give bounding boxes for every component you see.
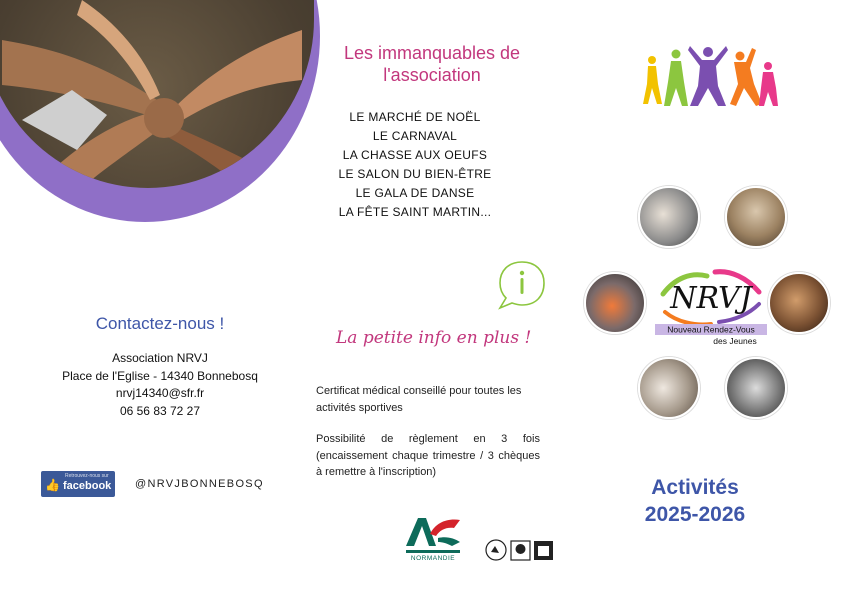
hands-photo-frame: [0, 0, 320, 222]
event-item: LA FÊTE SAINT MARTIN...: [338, 205, 492, 219]
dancers-illustration: [640, 44, 780, 108]
facebook-handle[interactable]: @NRVJBONNEBOSQ: [135, 478, 264, 490]
sponsor-name: NORMANDIE: [410, 555, 456, 562]
event-item: LA CHASSE AUX OEUFS: [342, 148, 488, 162]
contact-phone[interactable]: 06 56 83 72 27: [119, 403, 201, 418]
contact-address: Place de l'Eglise - 14340 Bonnebosq: [62, 368, 258, 383]
activities-title: [620, 474, 770, 528]
contact-details: [40, 350, 280, 420]
activity-photo-yoga: [638, 357, 700, 419]
event-item: LE SALON DU BIEN-ÊTRE: [338, 167, 492, 181]
nrvj-logo-line1: Nouveau Rendez-Vous: [667, 324, 755, 335]
hands-photo: [0, 0, 314, 188]
partner-logos: [484, 538, 556, 562]
nrvj-logo-line2: des Jeunes: [713, 336, 757, 346]
facebook-badge-label: facebook: [63, 480, 112, 492]
event-item: LE MARCHÉ DE NOËL: [349, 110, 481, 124]
activity-photo-table-tennis: [584, 272, 646, 334]
events-list: [300, 108, 530, 222]
facebook-badge-caption: Retrouvez-nous sur: [65, 473, 109, 479]
activities-season: 2025-2026: [644, 503, 746, 526]
activity-photo-dance: [725, 186, 787, 248]
info-heading: La petite info en plus !: [336, 328, 532, 348]
event-item: LE CARNAVAL: [372, 129, 458, 143]
activity-photo-stretching: [638, 186, 700, 248]
contact-title: Contactez-nous !: [95, 314, 225, 333]
activity-photo-fitness: [768, 272, 830, 334]
facebook-badge[interactable]: [41, 471, 115, 497]
thumbs-up-icon: 👍: [45, 478, 60, 492]
event-item: LE GALA DE DANSE: [355, 186, 475, 200]
contact-name: Association NRVJ: [112, 351, 208, 365]
page-title: Les immanquables de l'association: [343, 43, 521, 85]
info-reglement: Possibilité de règlement en 3 fois (encaissement chaque trimestre / 3 chèques à remettre à l'inscription): [316, 433, 540, 478]
contact-email[interactable]: nrvj14340@sfr.fr: [115, 386, 205, 400]
nrvj-logo: [655, 256, 767, 352]
activities-label: Activités: [651, 476, 739, 499]
info-certificat: Certificat médical conseillé pour toutes les activités sportives: [316, 385, 522, 414]
info-bubble-icon: [494, 259, 550, 311]
nrvj-logo-text: NRVJ: [670, 281, 752, 316]
activity-photo-badminton: [725, 357, 787, 419]
